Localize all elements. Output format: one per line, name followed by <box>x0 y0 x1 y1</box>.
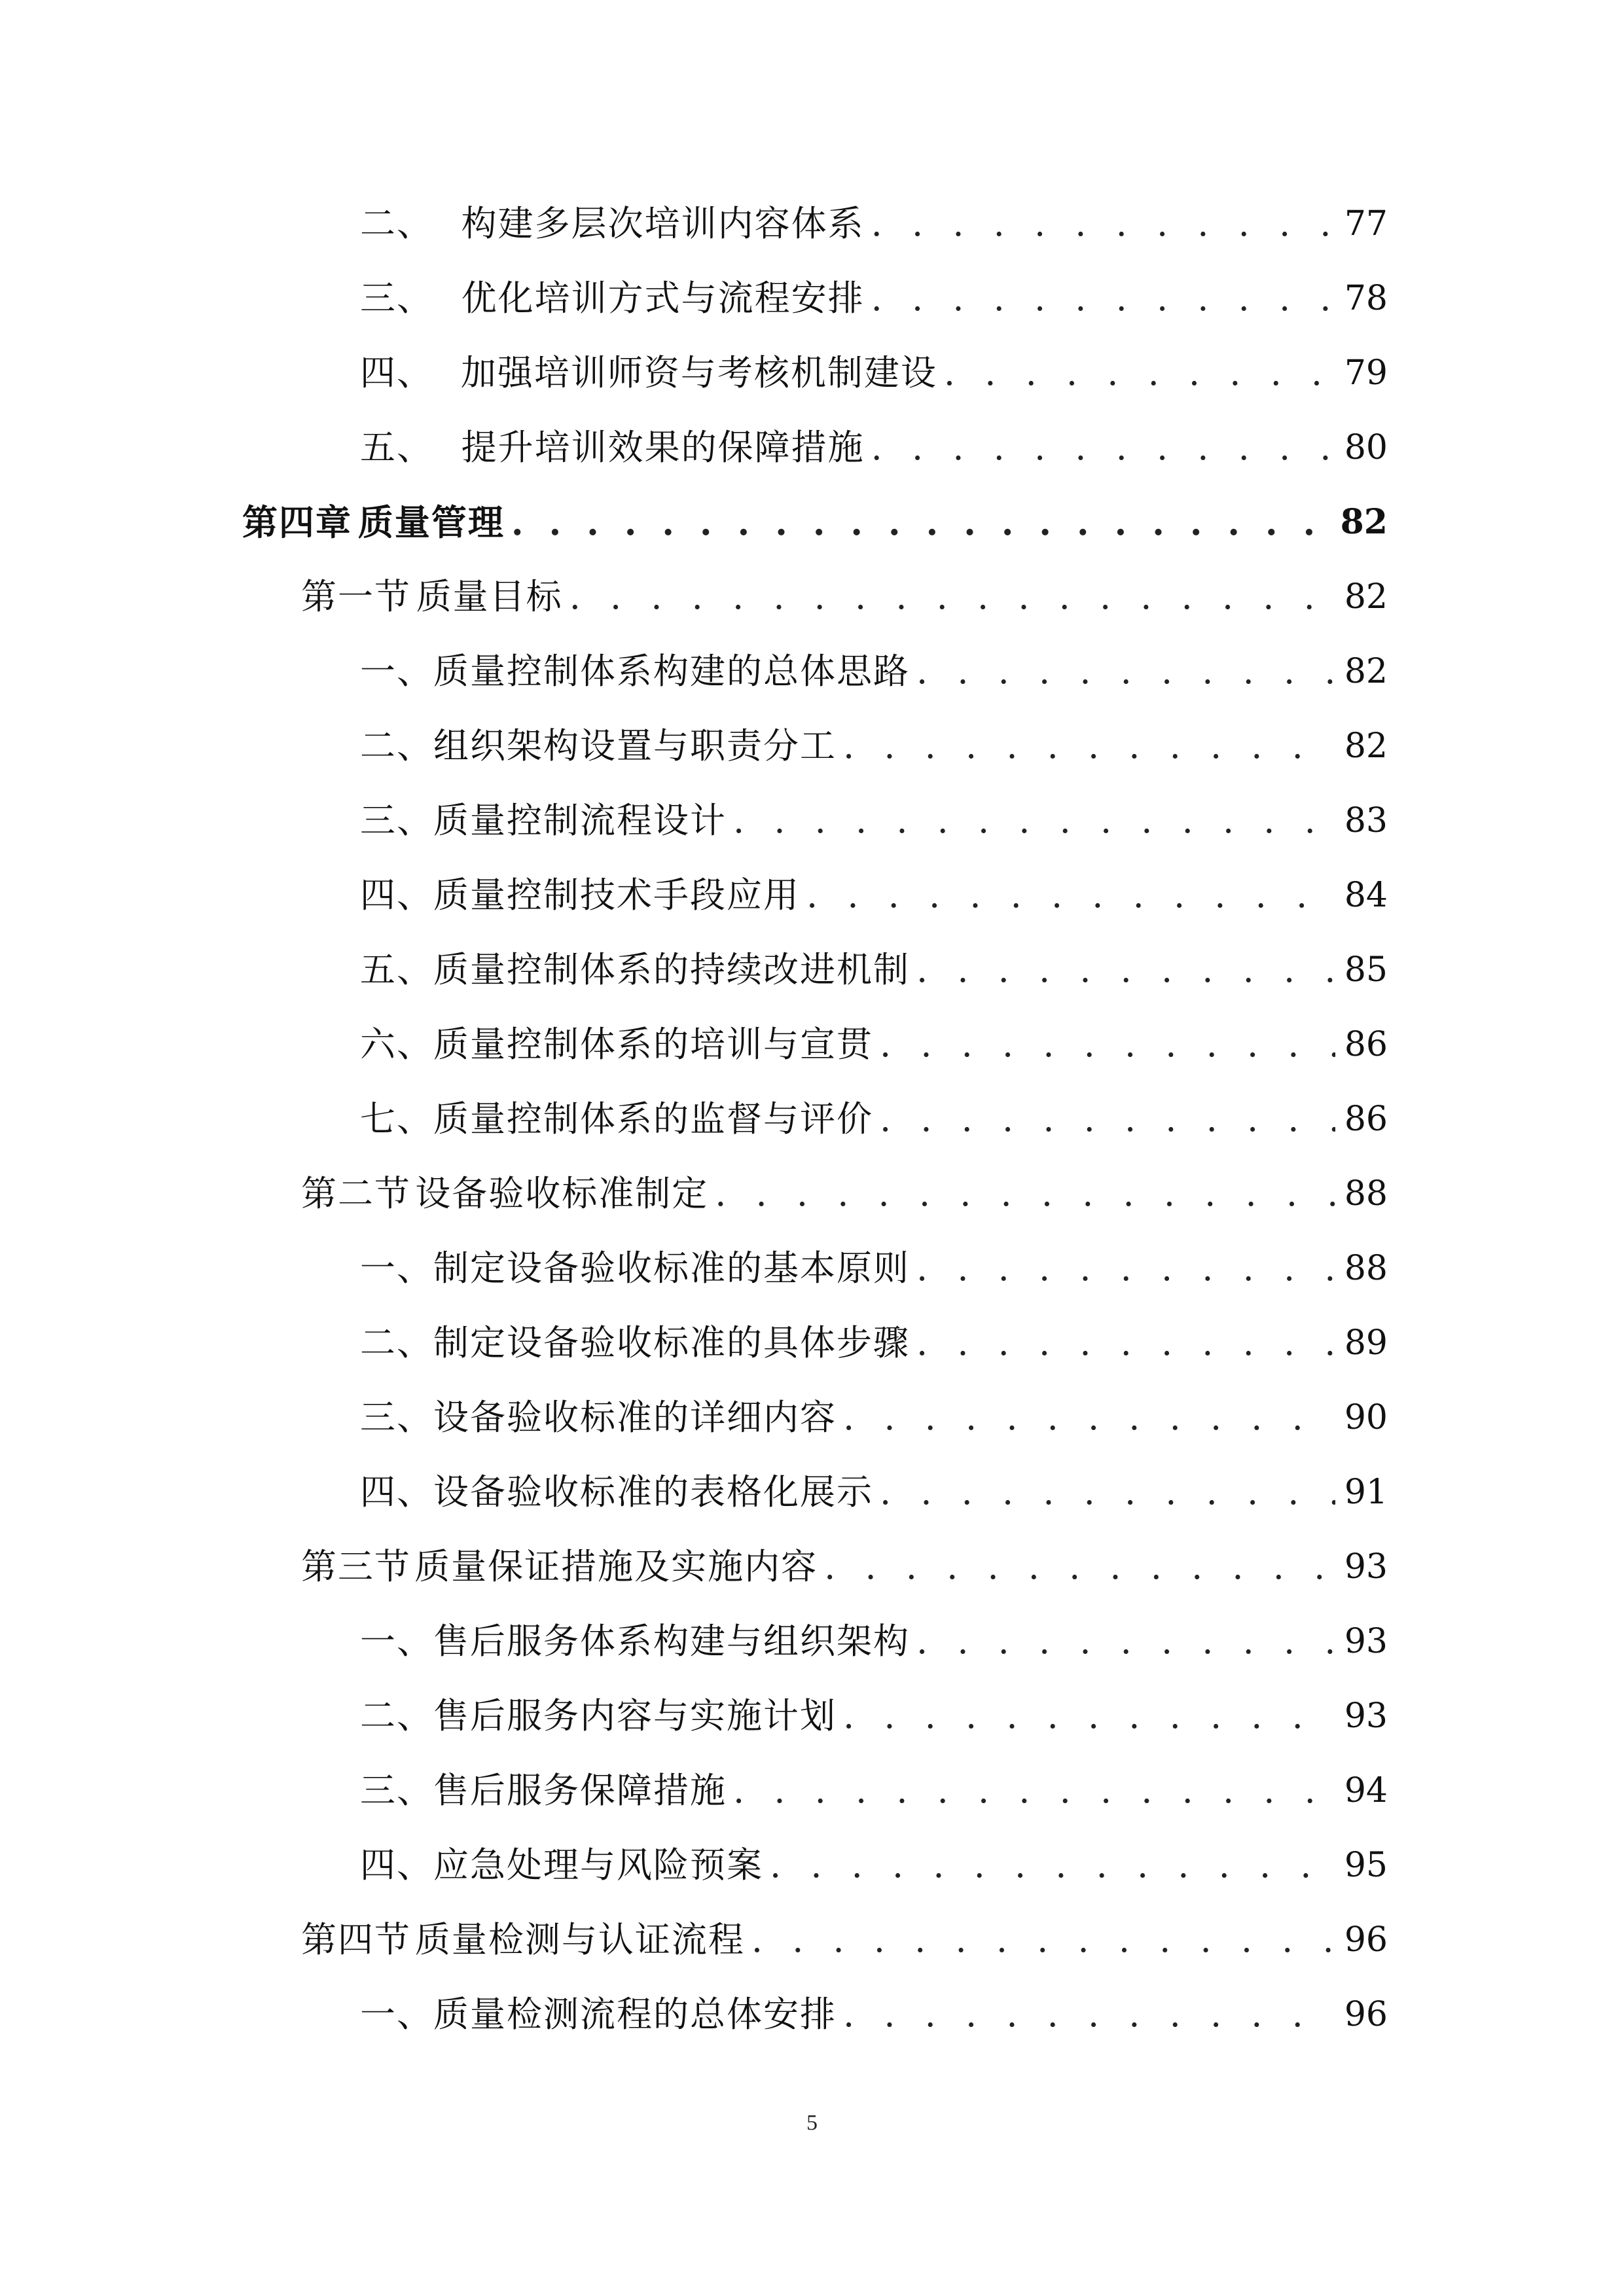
toc-entry-number: 四、 <box>360 1471 433 1513</box>
toc-entry[interactable] <box>242 1828 1388 1903</box>
toc-dot-leader <box>916 1231 1335 1306</box>
toc-entry-page: 88 <box>1344 1249 1388 1288</box>
toc-entry-title: 质量保证措施及实施内容 <box>414 1546 818 1587</box>
toc-entry[interactable] <box>242 485 1388 560</box>
toc-entry-number: 一、 <box>360 1247 433 1289</box>
toc-entry-number: 一、 <box>360 1994 433 2035</box>
toc-entry-title: 质量管理 <box>357 501 505 543</box>
toc-entry-title: 质量控制体系构建的总体思路 <box>433 651 910 692</box>
toc-dot-leader <box>733 1753 1335 1828</box>
toc-dot-leader <box>880 1082 1335 1157</box>
toc-entry-number: 五、 <box>360 949 433 990</box>
toc-dot-leader <box>916 933 1335 1007</box>
toc-dot-leader <box>871 187 1335 261</box>
toc-entry[interactable] <box>242 1679 1388 1753</box>
toc-entry-page: 95 <box>1344 1846 1388 1885</box>
toc-entry-page: 96 <box>1344 1995 1388 2034</box>
toc-entry-title: 设备验收标准的详细内容 <box>433 1397 837 1438</box>
toc-entry-title: 质量检测与认证流程 <box>414 1919 745 1960</box>
toc-entry-title: 质量控制体系的持续改进机制 <box>433 949 910 990</box>
toc-entry-number: 三、 <box>360 800 433 841</box>
toc-dot-leader <box>751 1903 1335 1977</box>
toc-entry[interactable] <box>242 261 1388 336</box>
toc-entry-number: 第一节 <box>301 576 411 617</box>
toc-entry[interactable] <box>242 1082 1388 1157</box>
toc-entry-number: 四、 <box>360 874 433 916</box>
toc-entry[interactable] <box>242 858 1388 933</box>
toc-entry-page: 93 <box>1344 1696 1388 1736</box>
toc-entry-page: 86 <box>1344 1025 1388 1064</box>
toc-dot-leader <box>843 1679 1335 1753</box>
toc-dot-leader <box>715 1157 1335 1231</box>
toc-entry-title: 质量检测流程的总体安排 <box>433 1994 837 2035</box>
toc-entry-page: 96 <box>1344 1920 1388 1960</box>
toc-entry-number: 二、 <box>360 725 433 766</box>
toc-entry-page: 82 <box>1344 577 1388 617</box>
toc-entry-page: 77 <box>1344 204 1388 243</box>
page-number: 5 <box>806 2111 818 2135</box>
toc-entry[interactable] <box>242 783 1388 858</box>
toc-entry-title: 质量控制体系的培训与宣贯 <box>433 1024 873 1065</box>
toc-entry-title: 应急处理与风险预案 <box>433 1844 763 1886</box>
toc-entry[interactable] <box>242 1231 1388 1306</box>
toc-entry-page: 83 <box>1344 801 1388 840</box>
toc-entry[interactable] <box>242 1903 1388 1977</box>
table-of-contents <box>242 187 1388 2052</box>
toc-dot-leader <box>880 1455 1335 1530</box>
toc-entry-page: 84 <box>1344 876 1388 915</box>
toc-entry-title: 制定设备验收标准的基本原则 <box>433 1247 910 1289</box>
toc-dot-leader <box>824 1530 1335 1604</box>
toc-entry-page: 93 <box>1344 1622 1388 1661</box>
toc-entry-title: 售后服务内容与实施计划 <box>433 1695 837 1736</box>
toc-entry-title: 质量控制体系的监督与评价 <box>433 1098 873 1139</box>
toc-entry-title: 设备验收标准制定 <box>415 1173 709 1214</box>
toc-entry-title: 优化培训方式与流程安排 <box>461 278 865 319</box>
toc-entry[interactable] <box>242 187 1388 261</box>
toc-entry-title: 质量控制流程设计 <box>433 800 727 841</box>
toc-dot-leader <box>871 410 1335 485</box>
toc-entry-number: 二、 <box>360 1322 433 1363</box>
toc-dot-leader <box>569 560 1335 634</box>
toc-entry-page: 79 <box>1344 353 1388 393</box>
toc-entry-number: 三、 <box>360 1770 433 1811</box>
toc-entry[interactable] <box>242 1306 1388 1380</box>
toc-entry-page: 94 <box>1344 1771 1388 1810</box>
toc-dot-leader <box>843 709 1335 783</box>
toc-entry-number: 七、 <box>360 1098 433 1139</box>
toc-entry-number: 三、 <box>360 278 433 319</box>
toc-entry-page: 86 <box>1344 1100 1388 1139</box>
toc-entry[interactable] <box>242 634 1388 709</box>
toc-entry-page: 89 <box>1344 1323 1388 1363</box>
toc-entry-number: 第四节 <box>301 1919 411 1960</box>
toc-entry-title: 售后服务体系构建与组织架构 <box>433 1621 910 1662</box>
toc-entry-page: 85 <box>1344 950 1388 990</box>
toc-entry[interactable] <box>242 709 1388 783</box>
toc-entry-page: 93 <box>1344 1547 1388 1587</box>
toc-dot-leader <box>806 858 1335 933</box>
toc-dot-leader <box>770 1828 1335 1903</box>
toc-entry[interactable] <box>242 1455 1388 1530</box>
toc-dot-leader <box>733 783 1335 858</box>
toc-entry-page: 88 <box>1344 1174 1388 1213</box>
toc-entry[interactable] <box>242 1977 1388 2052</box>
toc-entry-page: 80 <box>1344 428 1388 467</box>
toc-entry[interactable] <box>242 1753 1388 1828</box>
toc-dot-leader <box>511 485 1331 560</box>
toc-entry-page: 90 <box>1344 1398 1388 1437</box>
toc-list <box>242 187 1388 2052</box>
toc-entry-title: 组织架构设置与职责分工 <box>433 725 837 766</box>
toc-entry[interactable] <box>242 410 1388 485</box>
toc-entry-title: 设备验收标准的表格化展示 <box>433 1471 873 1513</box>
toc-entry[interactable] <box>242 1380 1388 1455</box>
toc-dot-leader <box>843 1977 1335 2052</box>
toc-entry-title: 加强培训师资与考核机制建设 <box>460 352 937 393</box>
toc-dot-leader <box>944 336 1335 410</box>
toc-entry-number: 二、 <box>360 203 433 244</box>
toc-entry-number: 二、 <box>360 1695 433 1736</box>
toc-entry-number: 第四章 <box>242 501 352 543</box>
toc-entry-number: 四、 <box>360 352 433 393</box>
toc-dot-leader <box>871 261 1335 336</box>
toc-entry-title: 质量目标 <box>416 576 563 617</box>
toc-entry-page: 82 <box>1344 652 1388 691</box>
toc-entry-page: 82 <box>1340 502 1388 542</box>
toc-dot-leader <box>916 634 1335 709</box>
toc-entry-number: 三、 <box>360 1397 433 1438</box>
toc-entry-title: 质量控制技术手段应用 <box>433 874 800 916</box>
toc-entry-title: 售后服务保障措施 <box>433 1770 727 1811</box>
toc-entry-page: 82 <box>1344 726 1388 766</box>
toc-entry[interactable] <box>242 1007 1388 1082</box>
toc-entry[interactable] <box>242 933 1388 1007</box>
toc-entry-page: 91 <box>1344 1473 1388 1512</box>
toc-entry-title: 制定设备验收标准的具体步骤 <box>433 1322 910 1363</box>
toc-entry-page: 78 <box>1344 279 1388 318</box>
toc-dot-leader <box>880 1007 1335 1082</box>
toc-entry[interactable] <box>242 1530 1388 1604</box>
toc-entry-number: 第二节 <box>301 1173 411 1214</box>
toc-entry-title: 提升培训效果的保障措施 <box>461 427 865 468</box>
toc-entry[interactable] <box>242 560 1388 634</box>
toc-entry-number: 五、 <box>360 427 433 468</box>
toc-entry-number: 一、 <box>360 651 433 692</box>
toc-entry[interactable] <box>242 336 1388 410</box>
toc-dot-leader <box>843 1380 1335 1455</box>
toc-entry-number: 六、 <box>360 1024 433 1065</box>
toc-entry[interactable] <box>242 1604 1388 1679</box>
toc-entry-title: 构建多层次培训内容体系 <box>461 203 865 244</box>
toc-entry-number: 四、 <box>360 1844 433 1886</box>
toc-entry[interactable] <box>242 1157 1388 1231</box>
toc-dot-leader <box>916 1604 1335 1679</box>
toc-entry-number: 第三节 <box>301 1546 411 1587</box>
toc-dot-leader <box>916 1306 1335 1380</box>
toc-entry-number: 一、 <box>360 1621 433 1662</box>
